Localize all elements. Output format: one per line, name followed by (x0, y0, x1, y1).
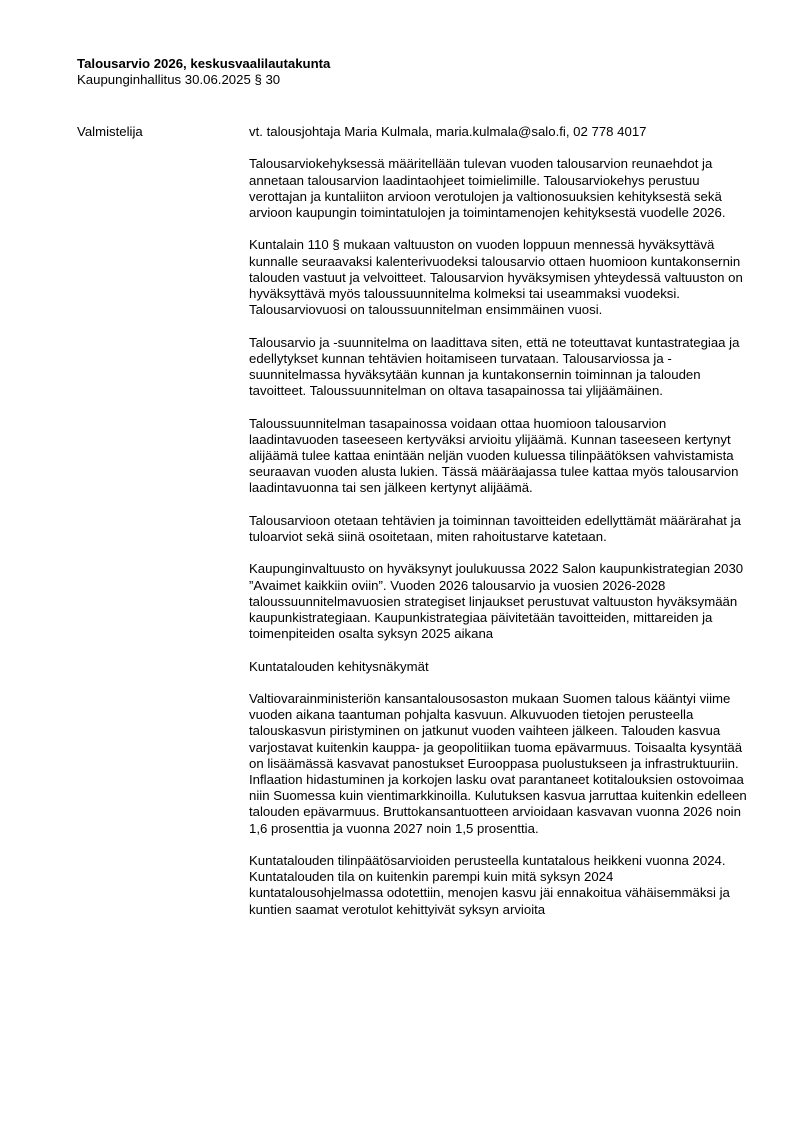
preparer-label: Valmistelija (77, 124, 143, 139)
document-header (77, 56, 330, 88)
paragraph-appropriations: Talousarvioon otetaan tehtävien ja toiminnan tavoitteiden edellyttämät määrärahat ja tuloarviot sekä siinä osoitetaan, miten rahoitustarve katetaan. (249, 512, 741, 544)
meeting-reference: Kaupunginhallitus 30.06.2025 § 30 (77, 72, 281, 87)
preparer-contact: vt. talousjohtaja Maria Kulmala, maria.kulmala@salo.fi, 02 778 4017 (249, 124, 647, 139)
paragraph-municipal-act: Kuntalain 110 § mukaan valtuuston on vuoden loppuun mennessä hyväksyttävä kunnalle seuraavaksi kalenterivuodeksi talousarvio ottaen huomioon kuntakonsernin talouden vastuut ja velvoitteet. Talousarvion hyväksymisen yhteydessä valtuuston on hyväksyttävä myös taloussuunnitelma kolmeksi tai useammaksi vuodeksi. Talousarviovuosi on taloussuunnitelman ensimmäinen vuosi. (249, 237, 743, 318)
document-content (249, 124, 749, 934)
paragraph-budget-frame: Talousarviokehyksessä määritellään tulevan vuoden talousarvion reunaehdot ja annetaan talousarvion laadintaohjeet toimielimille. Talousarviokehys perustuu verottajan ja kuntaliiton arvioon verotulojen ja valtionosuuksien kehityksestä sekä arvioon kaupungin toimintatulojen ja toimintamenojen kehityksestä vuodelle 2026. (249, 156, 726, 220)
document-title: Talousarvio 2026, keskusvaalilautakunta (77, 56, 331, 71)
paragraph-economy: Valtiovarainministeriön kansantalousosaston mukaan Suomen talous kääntyi viime vuoden aikana taantuman pohjalta kasvuun. Alkuvuoden tietojen perusteella talouskasvun piristyminen on jatkunut vuoden vaihteen jälkeen. Talouden kasvua varjostavat kuitenkin kauppa- ja geopolitiikan tuoma epävarmuus. Toisaalta kysyntää on lisäämässä kasvavat panostukset Eurooppasa puolustukseen ja infrastruktuuriin. Inflaation hidastuminen ja korkojen lasku ovat parantaneet kotitalouksien ostovoimaa niin Suomessa kuin vientimarkkinoilla. Kulutuksen kasvua jarruttaa kuitenkin edelleen talouden epävarmuus. Bruttokansantuotteen arvioidaan kasvavan vuonna 2026 noin 1,6 prosenttia ja vuonna 2027 noin 1,5 prosenttia. (249, 690, 747, 836)
paragraph-city-strategy: Kaupunginvaltuusto on hyväksynyt joulukuussa 2022 Salon kaupunkistrategian 2030 ”Avaimet kaikkiin oviin”. Vuoden 2026 talousarvio ja vuosien 2026-2028 taloussuunnitelmavuosien strategiset linjaukset perustuvat valtuuston hyväksymään kaupunkistrategiaan. Kaupunkistrategiaa päivitetään tavoitteiden, mittareiden ja toimenpiteiden osalta syksyn 2025 aikana (249, 561, 744, 642)
section-heading-outlook: Kuntatalouden kehitysnäkymät (249, 658, 429, 674)
paragraph-balance: Taloussuunnitelman tasapainossa voidaan ottaa huomioon talousarvion laadintavuoden taseeseen kertyväksi arvioitu ylijäämä. Kunnan taseeseen kertynyt alijäämä tulee kattaa enintään neljän vuoden kuluessa tilinpäätöksen vahvistamista seuraavan vuoden alusta lukien. Tässä määräajassa tulee kattaa myös talousarvion laadintavuonna tai sen jälkeen kertynyt alijäämä. (249, 415, 739, 496)
paragraph-strategy: Talousarvio ja -suunnitelma on laadittava siten, että ne toteuttavat kuntastrategiaa ja edellytykset kunnan tehtävien hoitamiseen turvataan. Talousarviossa ja -suunnitelmassa hyväksytään kunnan ja kuntakonsernin toiminnan ja talouden tavoitteet. Taloussuunnitelman on oltava tasapainossa tai ylijäämäinen. (249, 334, 740, 399)
paragraph-municipal-finances: Kuntatalouden tilinpäätösarvioiden perusteella kuntatalous heikkeni vuonna 2024. Kuntatalouden tila on kuitenkin parempi kuin mitä syksyn 2024 kuntatalousohjelmassa odotettiin, menojen kasvu jäi ennakoitua vähäisemmäksi ja kuntien saamat verotulot kehittyivät syksyn arvioita (249, 853, 730, 917)
